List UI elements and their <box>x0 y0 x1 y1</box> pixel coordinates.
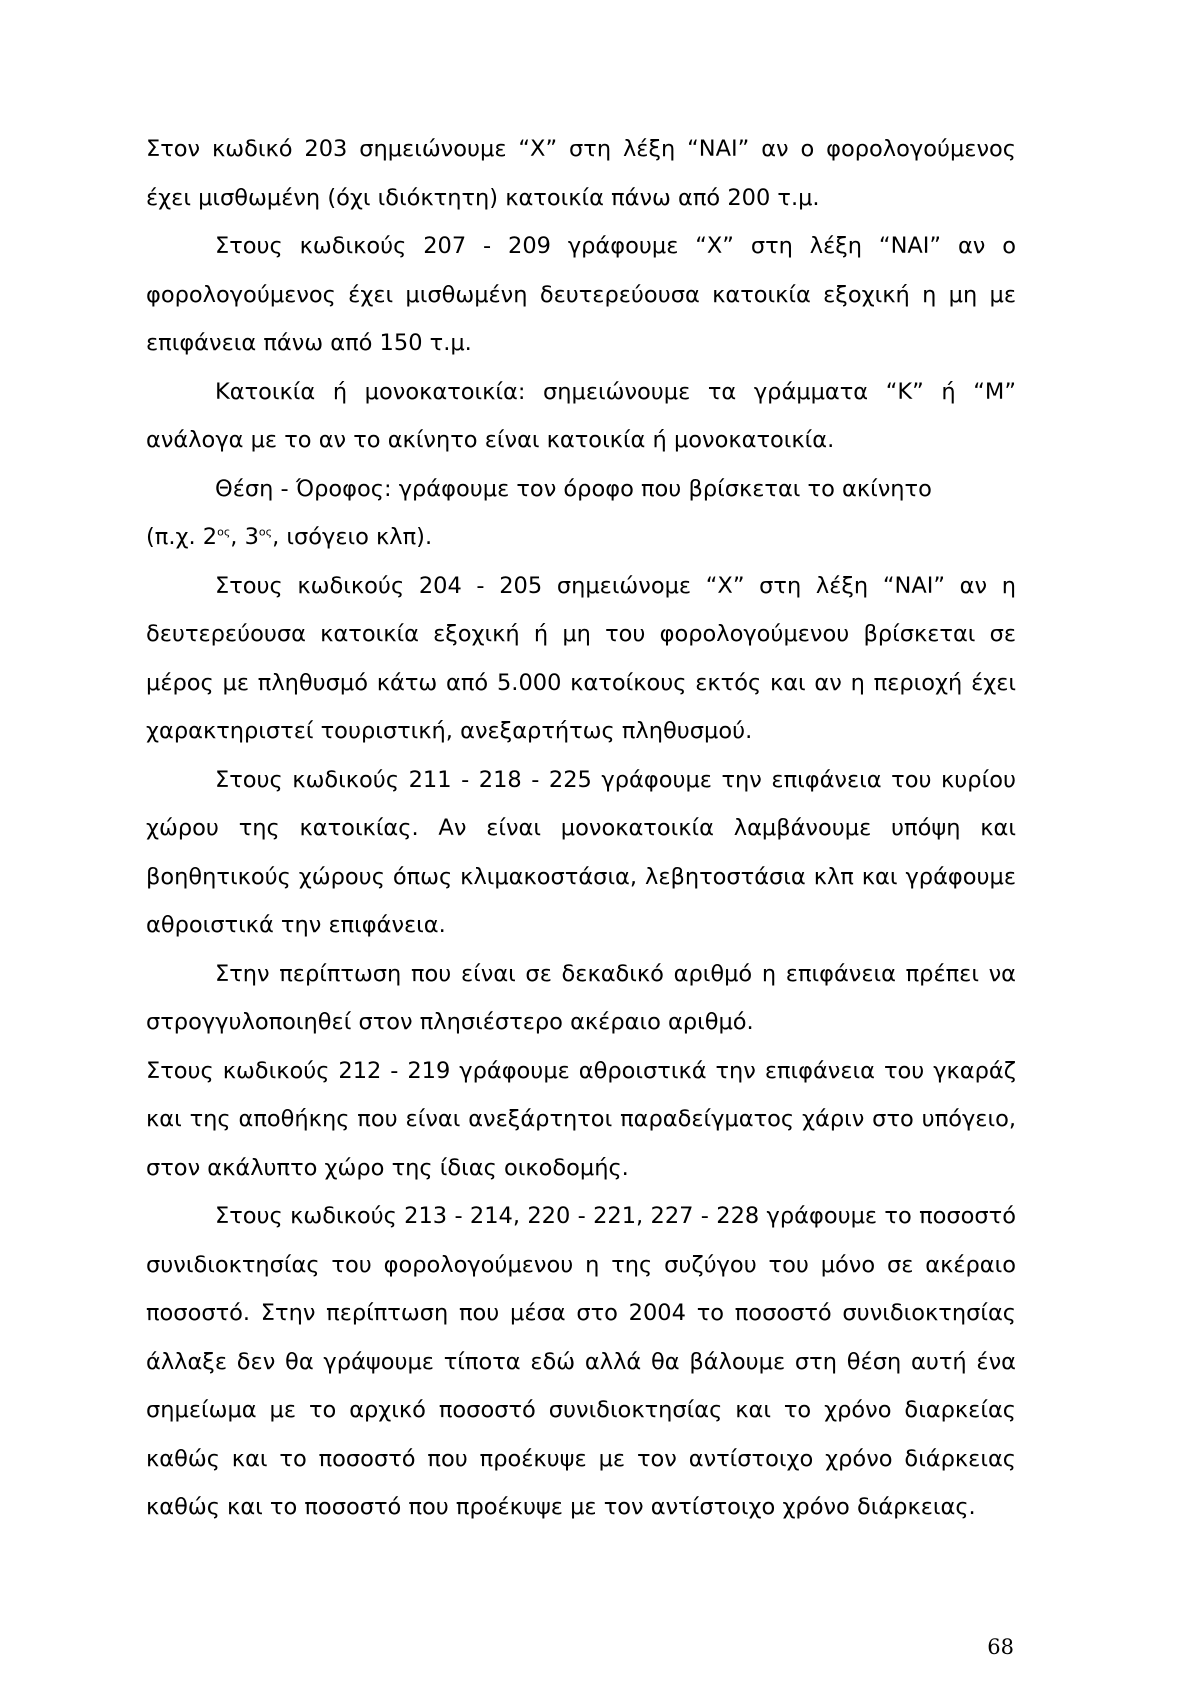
paragraph-residence-type: Κατοικία ή μονοκατοικία: σημειώνουμε τα γράμματα “Κ” ή “Μ” ανάλογα με το αν το ακίνητο είναι κατοικία ή μονοκατοικία. <box>146 378 1016 453</box>
paragraph-code-203: Στον κωδικό 203 σημειώνουμε “Χ” στη λέξη “ΝΑΙ” αν ο φορολογούμενος έχει μισθωμένη (όχι ιδιόκτητη) κατοικία πάνω από 200 τ.μ. <box>146 136 1016 211</box>
paragraph-floor-position <box>146 465 1016 562</box>
paragraph-codes-204-205: Στους κωδικούς 204 - 205 σημειώνομε “Χ” στη λέξη “ΝΑΙ” αν η δευτερεύουσα κατοικία εξοχική ή μη του φορολογούμενου βρίσκεται σε μέρος με πληθυσμό κάτω από 5.000 κατοίκους εκτός και αν η περιοχή έχει χαρακτηριστεί τουριστική, ανεξαρτήτως πληθυσμού. <box>146 572 1016 744</box>
paragraph-codes-207-209: Στους κωδικούς 207 - 209 γράφουμε “Χ” στη λέξη “ΝΑΙ” αν ο φορολογούμενος έχει μισθωμένη δευτερεύουσα κατοικία εξοχική η μη με επιφάνεια πάνω από 150 τ.μ. <box>146 233 1016 356</box>
floor-example-suffix: , ισόγειο κλπ). <box>272 524 433 550</box>
paragraph-decimal-rounding: Στην περίπτωση που είναι σε δεκαδικό αριθμό η επιφάνεια πρέπει να στρογγυλοποιηθεί στον πλησιέστερο ακέραιο αριθμό. <box>146 960 1016 1035</box>
page-number: 68 <box>987 1635 1014 1659</box>
floor-example-mid: , 3 <box>230 524 259 550</box>
paragraph-codes-211-218-225: Στους κωδικούς 211 - 218 - 225 γράφουμε την επιφάνεια του κυρίου χώρου της κατοικίας. Αν είναι μονοκατοικία λαμβάνουμε υπόψη και βοηθητικούς χώρους όπως κλιμακοστάσια, λεβητοστάσια κλπ και γράφουμε αθροιστικά την επιφάνεια. <box>146 766 1016 938</box>
document-body <box>146 125 1016 1532</box>
paragraph-codes-213-228: Στους κωδικούς 213 - 214, 220 - 221, 227 - 228 γράφουμε το ποσοστό συνιδιοκτησίας του φορολογούμενου η της συζύγου του μόνο σε ακέραιο ποσοστό. Στην περίπτωση που μέσα στο 2004 το ποσοστό συνιδιοκτησίας άλλαξε δεν θα γράψουμε τίποτα εδώ αλλά θα βάλουμε στη θέση αυτή ένα σημείωμα με το αρχικό ποσοστό συνιδιοκτησίας και το χρόνο διαρκείας καθώς και το ποσοστό που προέκυψε με τον αντίστοιχο χρόνο διάρκειας καθώς και το ποσοστό που προέκυψε με τον αντίστοιχο χρόνο διάρκειας. <box>146 1203 1016 1520</box>
floor-example-prefix: (π.χ. 2 <box>146 524 218 550</box>
floor-example-ordinal-1: ος <box>217 525 231 539</box>
floor-position-text: Θέση - Όροφος: γράφουμε τον όροφο που βρίσκεται το ακίνητο <box>215 475 932 502</box>
paragraph-codes-212-219: Στους κωδικούς 212 - 219 γράφουμε αθροιστικά την επιφάνεια του γκαράζ και της αποθήκης που είναι ανεξάρτητοι παραδείγματος χάριν στο υπόγειο, στον ακάλυπτο χώρο της ίδιας οικοδομής. <box>146 1057 1016 1181</box>
floor-example-ordinal-2: ος <box>258 525 273 539</box>
